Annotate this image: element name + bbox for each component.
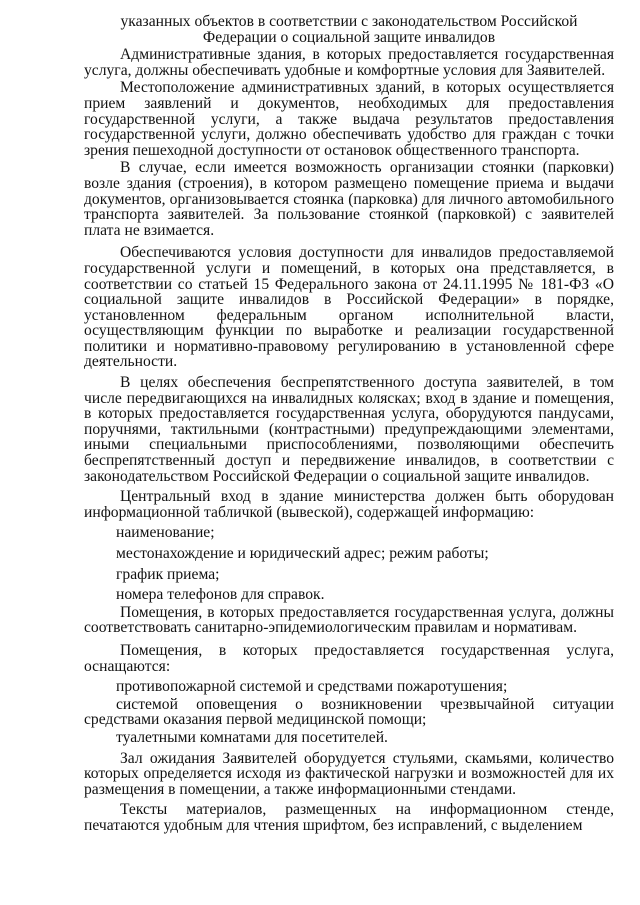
paragraph-sanitary-rules: Помещения, в которых предоставляется государственная услуга, должны соответствовать санитарно-эпидемиологическим правилам и нормативам. — [84, 603, 614, 637]
paragraph-waiting-hall: Зал ожидания Заявителей оборудуется стульями, скамьями, количество которых определяется исходя из фактической нагрузки и возможностей для их размещения в помещении, а также информационными стендами. — [84, 749, 614, 798]
paragraph-premises-equipped: Помещения, в которых предоставляется государственная услуга, оснащаются: — [84, 641, 614, 675]
list-item-schedule: график приема; — [116, 565, 220, 583]
paragraph-stand-texts: Тексты материалов, размещенных на информационном стенде, печатаются удобным для чтения шрифтом, без исправлений, с выделением — [84, 801, 614, 834]
paragraph-parking: В случае, если имеется возможность организации стоянки (парковки) возле здания (строения), в котором размещено помещение приема и выдачи документов, организовывается стоянка (парковка) для личного автомобильного транспорта заявителей. За пользование стоянкой (парковкой) с заявителей плата не взимается. — [84, 159, 614, 239]
document-page — [84, 14, 614, 834]
paragraph-accessibility-conditions: Обеспечиваются условия доступности для инвалидов предоставляемой государственной услуги и помещений, в которых она представляется, в соответствии со статьей 15 Федерального закона от 24.11.1995 № 181-ФЗ «О социальной защите инвалидов в Российской Федерации» в порядке, установленном федеральным органом исполнительной власти, осуществляющим функции по выработке и реализации государственной политики и нормативно-правовому регулированию в установленной сфере деятельности. — [84, 244, 614, 371]
list-item-toilets: туалетными комнатами для посетителей. — [116, 728, 388, 746]
paragraph-entrance-sign: Центральный вход в здание министерства должен быть оборудован информационной табличкой (вывеской), содержащей информацию: — [84, 488, 614, 521]
paragraph-administrative-buildings: Административные здания, в которых предоставляется государственная услуга, должны обеспечивать удобные и комфортные условия для Заявителей. — [84, 46, 614, 79]
list-item-emergency-warning: системой оповещения о возникновении чрезвычайной ситуации средствами оказания первой медицинской помощи; — [84, 695, 614, 729]
list-item-address-hours: местонахождение и юридический адрес; режим работы; — [116, 545, 489, 562]
list-item-fire-safety: противопожарной системой и средствами пожаротушения; — [116, 678, 508, 696]
list-item-phones: номера телефонов для справок. — [116, 586, 325, 604]
paragraph-building-location: Местоположение административных зданий, в которых осуществляется прием заявлений и документов, необходимых для предоставления государственной услуги, а также выдача результатов предоставления государственной услуги, должно обеспечивать удобство для граждан с точки зрения пешеходной доступности от остановок общественного транспорта. — [84, 79, 614, 159]
paragraph-continuation: указанных объектов в соответствии с законодательством Российской Федерации о социальной защите инвалидов — [120, 13, 578, 46]
paragraph-unobstructed-access: В целях обеспечения беспрепятственного доступа заявителей, в том числе передвигающихся на инвалидных колясках; вход в здание и помещения, в которых предоставляется государственная услуга, оборудуются пандусами, поручнями, тактильными (контрастными) предупреждающими элементами, иными специальными приспособлениями, позволяющими обеспечить беспрепятственный доступ и передвижение инвалидов, в соответствии с законодательством Российской Федерации о социальной защите инвалидов. — [84, 374, 614, 485]
list-item-name: наименование; — [116, 524, 215, 542]
